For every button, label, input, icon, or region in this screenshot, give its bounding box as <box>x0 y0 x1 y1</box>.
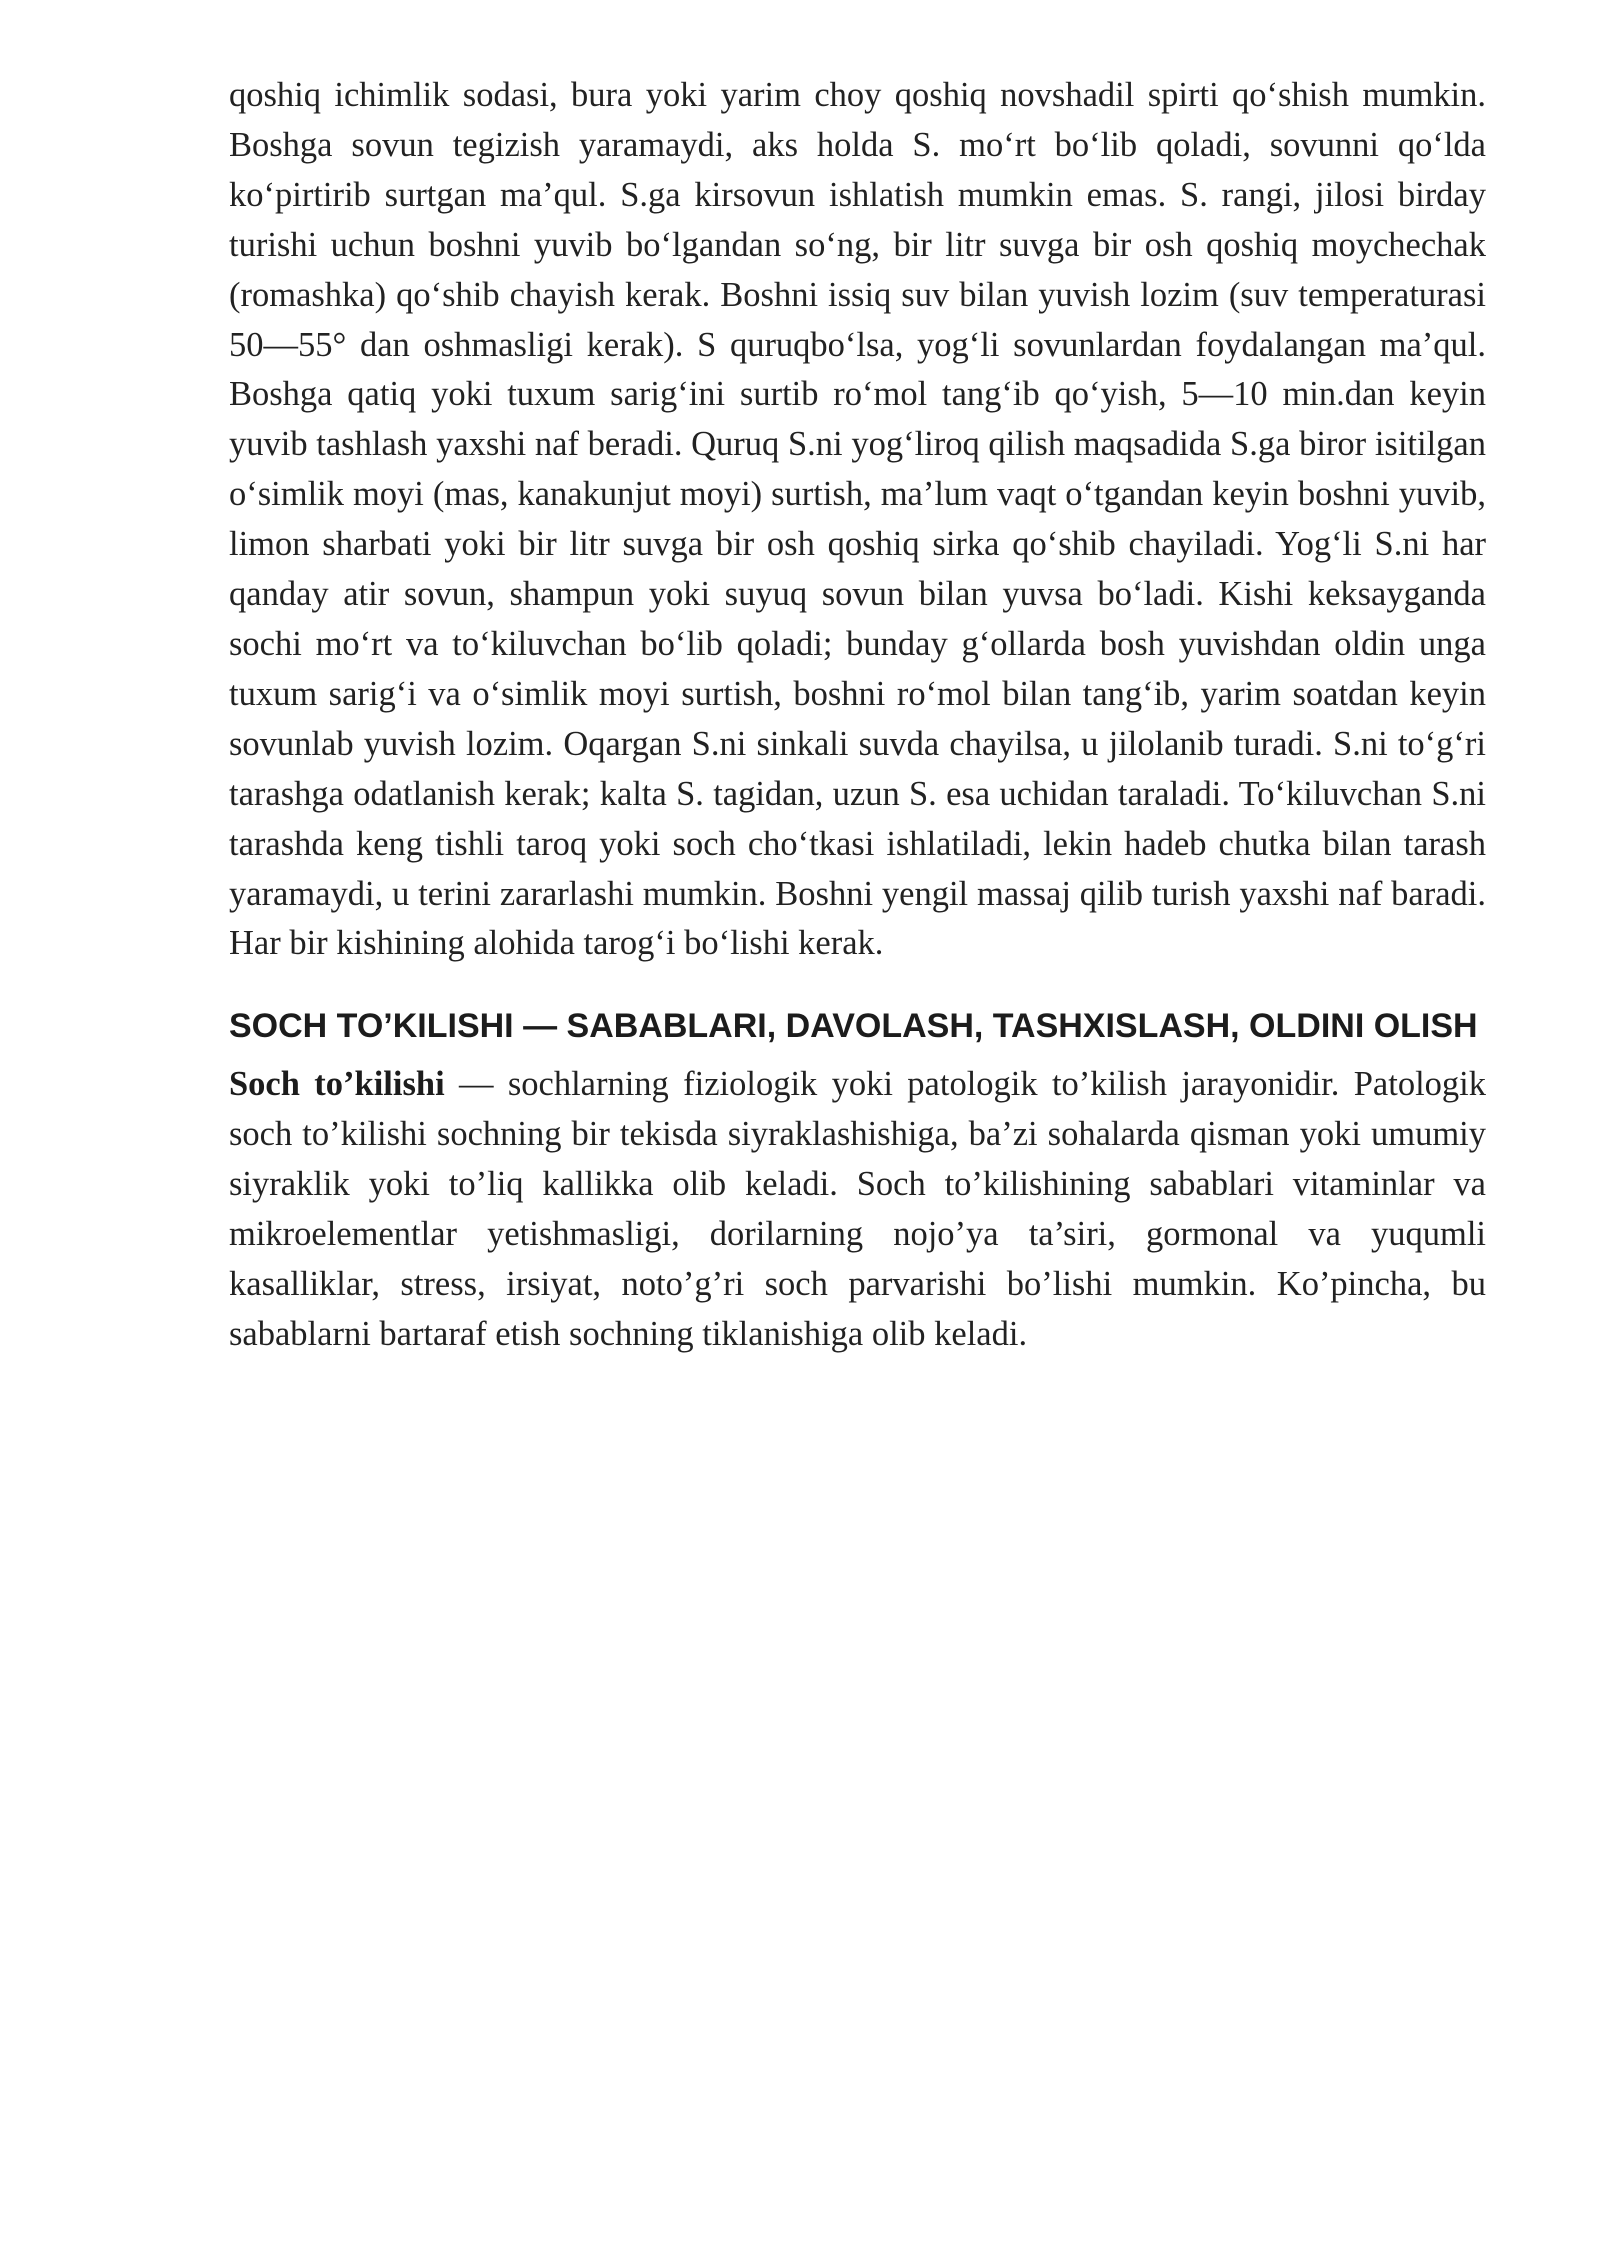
definition-term: Soch to’kilishi <box>229 1065 445 1104</box>
page-content <box>229 71 1486 1360</box>
continuation-paragraph: qoshiq ichimlik sodasi, bura yoki yarim choy qoshiq novshadil spirti qo‘shish mumkin. Boshga sovun tegizish yaramaydi, aks holda S. mo‘rt bo‘lib qoladi, sovunni qo‘lda ko‘pirtirib surtgan ma’qul. S.ga kirsovun ishlatish mumkin emas. S. rangi, jilosi birday turishi uchun boshni yuvib bo‘lgandan so‘ng, bir litr suvga bir osh qoshiq moychechak (romashka) qo‘shib chayish kerak. Boshni issiq suv bilan yuvish lozim (suv temperaturasi 50—55° dan oshmasligi kerak). S quruqbo‘lsa, yog‘li sovunlardan foydalangan ma’qul. Boshga qatiq yoki tuxum sarig‘ini surtib ro‘mol tang‘ib qo‘yish, 5—10 min.dan keyin yuvib tashlash yaxshi naf beradi. Quruq S.ni yog‘liroq qilish maqsadida S.ga biror isitilgan o‘simlik moyi (mas, kanakunjut moyi) surtish, ma’lum vaqt o‘tgandan keyin boshni yuvib, limon sharbati yoki bir litr suvga bir osh qoshiq sirka qo‘shib chayiladi. Yog‘li S.ni har qanday atir sovun, shampun yoki suyuq sovun bilan yuvsa bo‘ladi. Kishi keksayganda sochi mo‘rt va to‘kiluvchan bo‘lib qoladi; bunday g‘ollarda bosh yuvishdan oldin unga tuxum sarig‘i va o‘simlik moyi surtish, boshni ro‘mol bilan tang‘ib, yarim soatdan keyin sovunlab yuvish lozim. Oqargan S.ni sinkali suvda chayilsa, u jilolanib turadi. S.ni to‘g‘ri tarashga odatlanish kerak; kalta S. tagidan, uzun S. esa uchidan taraladi. To‘kiluvchan S.ni tarashda keng tishli taroq yoki soch cho‘tkasi ishlatiladi, lekin hadeb chutka bilan tarash yaramaydi, u terini zararlashi mumkin. Boshni yengil massaj qilib turish yaxshi naf baradi. Har bir kishining alohida tarog‘i bo‘lishi kerak. <box>229 76 1486 963</box>
definition-paragraph <box>229 1060 1486 1359</box>
definition-text: — sochlarning fiziologik yoki patologik to’kilish jarayonidir. Patologik soch to’kilishi sochning bir tekisda siyraklashishiga, ba’zi sohalarda qisman yoki umumiy siyraklik yoki to’liq kallikka olib keladi. Soch to’kilishining sabablari vitaminlar va mikroelementlar yetishmasligi, dorilarning nojo’ya ta’siri, gormonal va yuqumli kasalliklar, stress, irsiyat, noto’g’ri soch parvarishi bo’lishi mumkin. Ko’pincha, bu sabablarni bartaraf etish sochning tiklanishiga olib keladi. <box>229 1065 1486 1353</box>
section-heading: SOCH TO’KILISHI — SABABLARI, DAVOLASH, TASHXISLASH, OLDINI OLISH <box>229 1007 1478 1046</box>
